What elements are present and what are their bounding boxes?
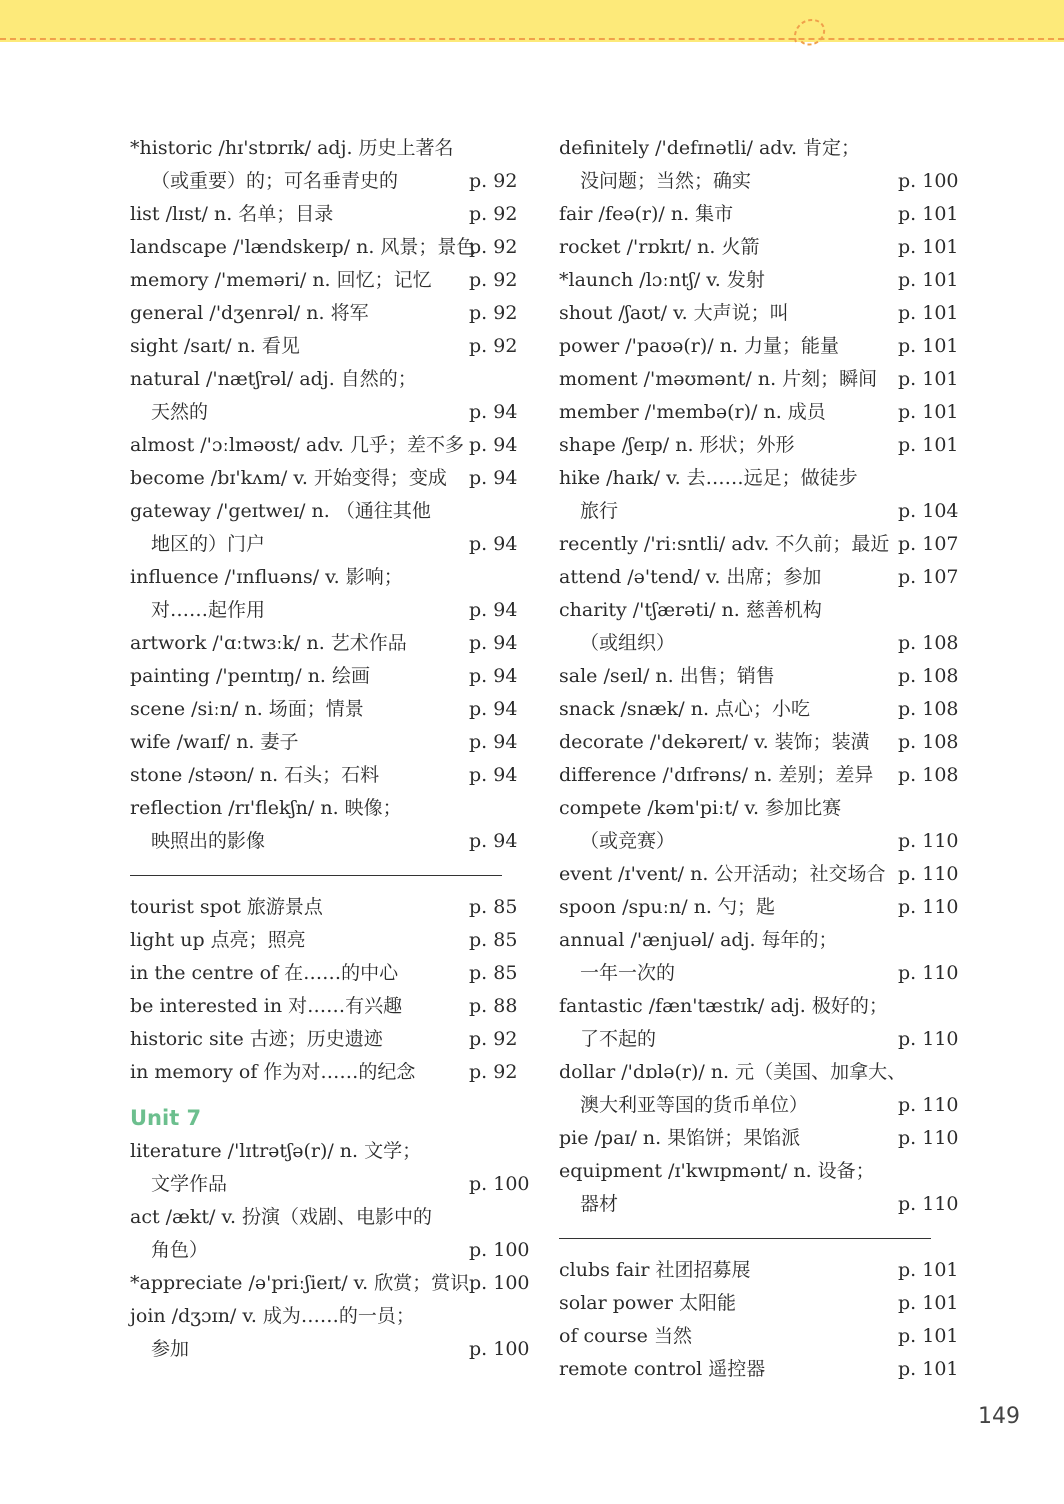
page-reference: p. 101	[898, 335, 959, 357]
top-decorative-band	[0, 0, 1064, 42]
vocab-entry	[559, 528, 959, 561]
page-reference: p. 88	[469, 995, 518, 1017]
vocab-text: decorate /'dekəreɪt/ v. 装饰；装潢	[559, 731, 870, 753]
vocab-entry	[130, 660, 530, 693]
vocab-text: member /'membə(r)/ n. 成员	[559, 401, 826, 423]
vocab-text: snack /snæk/ n. 点心；小吃	[559, 698, 811, 720]
vocab-entry	[130, 957, 530, 990]
vocab-entry	[130, 132, 530, 165]
vocab-entry	[559, 1155, 959, 1188]
vocab-entry-continuation	[130, 594, 530, 627]
page-reference: p. 94	[469, 665, 518, 687]
page-reference: p. 100	[469, 1338, 530, 1360]
vocab-text: 映照出的影像	[151, 830, 266, 852]
section-divider	[559, 1221, 959, 1254]
section-gap	[130, 1089, 530, 1101]
vocab-text: recently /'riːsntli/ adv. 不久前；最近	[559, 533, 890, 555]
vocab-text: general /'dʒenrəl/ n. 将军	[130, 302, 369, 324]
vocab-text: of course 当然	[559, 1325, 692, 1347]
vocab-entry	[559, 198, 959, 231]
vocab-entry	[130, 990, 530, 1023]
vocab-entry	[559, 891, 959, 924]
vocab-text: 文学作品	[151, 1173, 228, 1195]
vocab-text: *launch /lɔːntʃ/ v. 发射	[559, 269, 765, 291]
vocab-text: hike /haɪk/ v. 去……远足；做徒步	[559, 467, 858, 489]
vocab-text: influence /'ɪnfluəns/ v. 影响；	[130, 566, 403, 588]
vocab-text: （或竞赛）	[580, 830, 676, 852]
vocab-text: spoon /spuːn/ n. 勺；匙	[559, 896, 776, 918]
page-reference: p. 100	[898, 170, 959, 192]
vocab-entry	[559, 363, 959, 396]
vocab-text: pie /paɪ/ n. 果馅饼；果馅派	[559, 1127, 801, 1149]
left-vocabulary-column	[130, 132, 530, 1366]
page-reference: p. 108	[898, 764, 959, 786]
vocab-text: memory /'meməri/ n. 回忆；记忆	[130, 269, 432, 291]
vocab-entry-continuation	[559, 627, 959, 660]
vocab-text: almost /'ɔːlməʊst/ adv. 几乎；差不多	[130, 434, 464, 456]
vocab-text: in the centre of 在……的中心	[130, 962, 399, 984]
vocab-text: difference /'dɪfrəns/ n. 差别；差异	[559, 764, 874, 786]
vocab-entry-continuation	[130, 165, 530, 198]
vocab-entry	[559, 396, 959, 429]
vocab-text: fantastic /fæn'tæstɪk/ adj. 极好的；	[559, 995, 888, 1017]
vocab-text: moment /'məʊmənt/ n. 片刻；瞬间	[559, 368, 878, 390]
page-reference: p. 101	[898, 1259, 959, 1281]
vocab-entry	[559, 1353, 959, 1386]
vocab-text: act /ækt/ v. 扮演（戏剧、电影中的	[130, 1206, 433, 1228]
vocab-text: painting /'peɪntɪŋ/ n. 绘画	[130, 665, 371, 687]
vocab-text: *appreciate /ə'priːʃieɪt/ v. 欣赏；赏识	[130, 1272, 470, 1294]
vocab-entry	[130, 462, 530, 495]
vocab-entry	[130, 693, 530, 726]
vocab-entry	[559, 594, 959, 627]
vocab-entry	[130, 1135, 530, 1168]
vocab-entry	[559, 759, 959, 792]
page-reference: p. 94	[469, 434, 518, 456]
swirl-decoration-icon	[790, 12, 832, 50]
vocab-entry	[559, 726, 959, 759]
vocab-entry-continuation	[559, 825, 959, 858]
page-reference: p. 104	[898, 500, 959, 522]
vocab-text: artwork /'ɑːtwɜːk/ n. 艺术作品	[130, 632, 407, 654]
vocab-text: in memory of 作为对……的纪念	[130, 1061, 416, 1083]
vocab-entry	[559, 132, 959, 165]
vocab-entry	[130, 561, 530, 594]
vocab-entry-continuation	[130, 396, 530, 429]
vocab-entry	[130, 231, 530, 264]
page-reference: p. 110	[898, 1193, 959, 1215]
page-number: 149	[978, 1404, 1020, 1429]
vocab-text: wife /waɪf/ n. 妻子	[130, 731, 299, 753]
vocab-text: 参加	[151, 1338, 190, 1360]
vocab-entry	[559, 858, 959, 891]
page-reference: p. 101	[898, 1292, 959, 1314]
unit-heading: Unit 7	[130, 1106, 202, 1130]
vocab-entry	[559, 297, 959, 330]
vocab-entry	[559, 792, 959, 825]
vocab-entry	[130, 264, 530, 297]
vocab-text: list /lɪst/ n. 名单；目录	[130, 203, 334, 225]
vocab-entry-continuation	[559, 1023, 959, 1056]
vocab-text: event /ɪ'vent/ n. 公开活动；社交场合	[559, 863, 886, 885]
vocab-text: historic site 古迹；历史遗迹	[130, 1028, 383, 1050]
page-reference: p. 85	[469, 896, 518, 918]
vocab-entry-continuation	[130, 825, 530, 858]
vocab-entry	[130, 363, 530, 396]
page-reference: p. 101	[898, 269, 959, 291]
vocab-entry	[559, 330, 959, 363]
vocab-entry	[130, 792, 530, 825]
vocab-entry	[559, 561, 959, 594]
vocab-entry	[130, 891, 530, 924]
vocab-text: 地区的）门户	[151, 533, 266, 555]
page-reference: p. 92	[469, 335, 518, 357]
vocab-entry	[130, 924, 530, 957]
vocab-entry-continuation	[559, 1089, 959, 1122]
vocab-text: sight /saɪt/ n. 看见	[130, 335, 300, 357]
page-reference: p. 94	[469, 632, 518, 654]
page-reference: p. 107	[898, 533, 959, 555]
vocab-text: be interested in 对……有兴趣	[130, 995, 403, 1017]
vocab-text: dollar /'dɒlə(r)/ n. 元（美国、加拿大、	[559, 1061, 907, 1083]
page-reference: p. 110	[898, 830, 959, 852]
vocab-entry-continuation	[130, 1168, 530, 1201]
page-reference: p. 94	[469, 401, 518, 423]
vocab-entry	[130, 1201, 530, 1234]
page-reference: p. 101	[898, 401, 959, 423]
vocab-entry	[559, 231, 959, 264]
vocab-text: attend /ə'tend/ v. 出席；参加	[559, 566, 822, 588]
section-divider	[130, 858, 530, 891]
vocab-text: reflection /rɪ'flekʃn/ n. 映像；	[130, 797, 402, 819]
vocab-text: shout /ʃaʊt/ v. 大声说；叫	[559, 302, 789, 324]
page-reference: p. 94	[469, 731, 518, 753]
page-reference: p. 110	[898, 896, 959, 918]
vocab-text: *historic /hɪ'stɒrɪk/ adj. 历史上著名	[130, 137, 454, 159]
vocab-text: 角色）	[151, 1239, 209, 1261]
page-reference: p. 92	[469, 302, 518, 324]
vocab-text: light up 点亮；照亮	[130, 929, 306, 951]
page-reference: p. 101	[898, 1325, 959, 1347]
vocab-text: definitely /'defɪnətli/ adv. 肯定；	[559, 137, 861, 159]
vocab-entry	[559, 1320, 959, 1353]
vocab-entry	[130, 330, 530, 363]
vocab-entry-continuation	[559, 495, 959, 528]
vocab-entry-continuation	[559, 957, 959, 990]
vocab-entry	[559, 1056, 959, 1089]
page-reference: p. 107	[898, 566, 959, 588]
vocab-entry-continuation	[559, 165, 959, 198]
vocab-entry-continuation	[130, 528, 530, 561]
vocab-text: annual /'ænjuəl/ adj. 每年的；	[559, 929, 838, 951]
vocab-text: join /dʒɔɪn/ v. 成为……的一员；	[130, 1305, 415, 1327]
vocab-text: 天然的	[151, 401, 209, 423]
vocab-entry-continuation	[130, 1333, 530, 1366]
vocab-text: （或组织）	[580, 632, 676, 654]
page-reference: p. 92	[469, 1028, 518, 1050]
page-reference: p. 110	[898, 1028, 959, 1050]
page-reference: p. 94	[469, 764, 518, 786]
page-reference: p. 110	[898, 962, 959, 984]
vocab-entry-continuation	[559, 1188, 959, 1221]
vocab-entry	[130, 198, 530, 231]
vocab-entry	[559, 1254, 959, 1287]
vocab-text: 澳大利亚等国的货币单位）	[580, 1094, 809, 1116]
page-reference: p. 101	[898, 434, 959, 456]
page-reference: p. 94	[469, 830, 518, 852]
page-reference: p. 110	[898, 1127, 959, 1149]
vocab-entry	[559, 264, 959, 297]
page-reference: p. 110	[898, 863, 959, 885]
top-dashed-line	[0, 38, 1064, 40]
vocab-text: tourist spot 旅游景点	[130, 896, 323, 918]
vocab-entry	[559, 1287, 959, 1320]
vocab-text: fair /feə(r)/ n. 集市	[559, 203, 734, 225]
vocab-entry	[130, 297, 530, 330]
page-reference: p. 101	[898, 203, 959, 225]
page-reference: p. 92	[469, 1061, 518, 1083]
page-reference: p. 92	[469, 170, 518, 192]
vocab-entry	[559, 1122, 959, 1155]
page-reference: p. 100	[469, 1239, 530, 1261]
vocab-entry	[559, 693, 959, 726]
page-reference: p. 110	[898, 1094, 959, 1116]
page-reference: p. 101	[898, 1358, 959, 1380]
vocab-text: 器材	[580, 1193, 619, 1215]
vocab-entry-continuation	[130, 1234, 530, 1267]
page-reference: p. 92	[469, 236, 518, 258]
vocab-text: （或重要）的；可名垂青史的	[151, 170, 399, 192]
vocab-text: 对……起作用	[151, 599, 266, 621]
vocab-text: scene /siːn/ n. 场面；情景	[130, 698, 364, 720]
vocab-text: remote control 遥控器	[559, 1358, 766, 1380]
vocab-text: become /bɪ'kʌm/ v. 开始变得；变成	[130, 467, 447, 489]
vocab-entry	[130, 495, 530, 528]
page-reference: p. 94	[469, 467, 518, 489]
vocab-text: charity /'tʃærəti/ n. 慈善机构	[559, 599, 822, 621]
vocab-entry	[130, 1056, 530, 1089]
vocab-entry	[130, 726, 530, 759]
page-reference: p. 108	[898, 698, 959, 720]
vocab-entry	[559, 660, 959, 693]
page-reference: p. 92	[469, 203, 518, 225]
vocab-text: shape /ʃeɪp/ n. 形状；外形	[559, 434, 795, 456]
page-reference: p. 101	[898, 368, 959, 390]
vocab-text: compete /kəm'piːt/ v. 参加比赛	[559, 797, 842, 819]
vocab-entry	[559, 429, 959, 462]
vocab-text: rocket /'rɒkɪt/ n. 火箭	[559, 236, 760, 258]
page-reference: p. 85	[469, 962, 518, 984]
right-vocabulary-column	[559, 132, 959, 1386]
page-reference: p. 101	[898, 302, 959, 324]
vocab-entry	[559, 462, 959, 495]
vocab-entry	[130, 759, 530, 792]
page-reference: p. 101	[898, 236, 959, 258]
page-reference: p. 92	[469, 269, 518, 291]
page-reference: p. 108	[898, 632, 959, 654]
vocab-text: natural /'nætʃrəl/ adj. 自然的；	[130, 368, 417, 390]
vocab-text: power /'paʊə(r)/ n. 力量；能量	[559, 335, 840, 357]
vocab-entry	[559, 924, 959, 957]
vocab-entry	[130, 1023, 530, 1056]
vocab-text: 一年一次的	[580, 962, 676, 984]
vocab-text: 了不起的	[580, 1028, 657, 1050]
page-reference: p. 94	[469, 599, 518, 621]
vocab-text: landscape /'lændskeɪp/ n. 风景；景色	[130, 236, 476, 258]
vocab-entry	[130, 627, 530, 660]
vocab-text: 旅行	[580, 500, 619, 522]
vocab-entry	[559, 990, 959, 1023]
vocab-text: 没问题；当然；确实	[580, 170, 752, 192]
vocab-text: equipment /ɪ'kwɪpmənt/ n. 设备；	[559, 1160, 875, 1182]
page-reference: p. 85	[469, 929, 518, 951]
page-reference: p. 94	[469, 698, 518, 720]
vocab-text: clubs fair 社团招募展	[559, 1259, 751, 1281]
vocab-entry	[130, 429, 530, 462]
vocab-entry	[130, 1267, 530, 1300]
vocab-entry	[130, 1300, 530, 1333]
vocab-text: literature /'lɪtrətʃə(r)/ n. 文学；	[130, 1140, 422, 1162]
vocab-text: stone /stəʊn/ n. 石头；石料	[130, 764, 380, 786]
page-reference: p. 108	[898, 731, 959, 753]
vocab-text: solar power 太阳能	[559, 1292, 736, 1314]
vocab-text: gateway /'geɪtweɪ/ n. （通往其他	[130, 500, 431, 522]
page-reference: p. 108	[898, 665, 959, 687]
vocab-text: sale /seɪl/ n. 出售；销售	[559, 665, 775, 687]
page-reference: p. 100	[469, 1173, 530, 1195]
page-reference: p. 94	[469, 533, 518, 555]
page-reference: p. 100	[469, 1272, 530, 1294]
